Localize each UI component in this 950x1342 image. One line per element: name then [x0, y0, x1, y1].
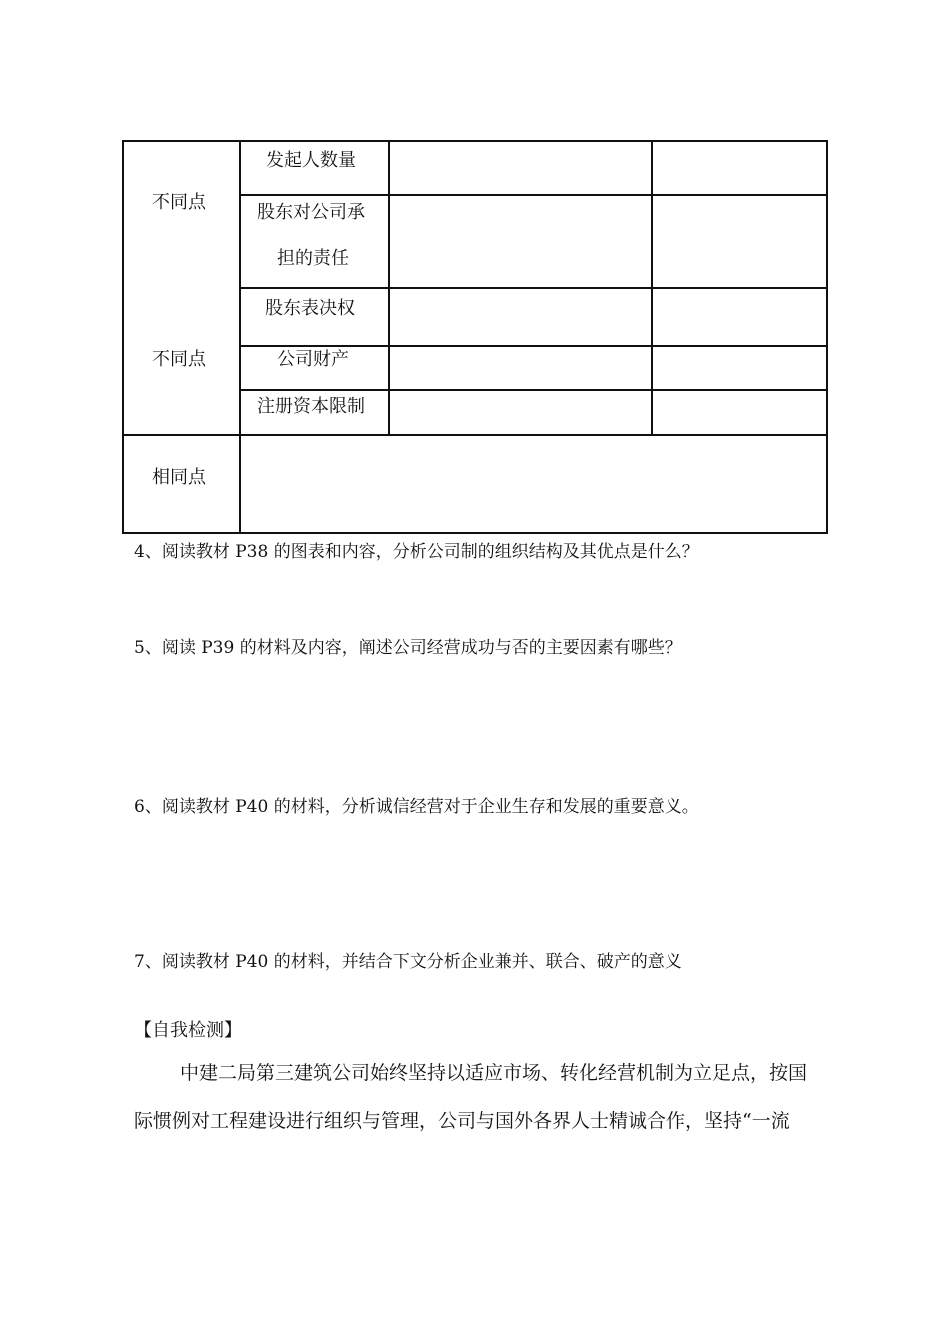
row-label-liability-line1: 股东对公司承 — [257, 202, 365, 223]
row-label-capital: 注册资本限制 — [257, 396, 365, 417]
comparison-table — [122, 140, 828, 534]
self-check-paragraph-line-2: 际惯例对工程建设进行组织与管理，公司与国外各界人士精诚合作，坚持“一流 — [134, 1110, 790, 1132]
table-border-right — [826, 140, 828, 534]
table-border-left — [122, 140, 124, 534]
question-7: 7、阅读教材 P40 的材料，并结合下文分析企业兼并、联合、破产的意义 — [134, 952, 682, 972]
table-row-divider-4 — [239, 389, 828, 391]
self-check-paragraph-line-1: 中建二局第三建筑公司始终坚持以适应市场、转化经营机制为立足点，按国 — [180, 1062, 808, 1084]
row-label-property: 公司财产 — [277, 349, 349, 370]
self-check-heading: 【自我检测】 — [134, 1020, 242, 1041]
row-label-liability-line2: 担的责任 — [277, 248, 349, 269]
group-label-different-1: 不同点 — [152, 192, 206, 213]
question-6: 6、阅读教材 P40 的材料，分析诚信经营对于企业生存和发展的重要意义。 — [134, 797, 699, 817]
table-border-top — [122, 140, 828, 142]
table-row-divider-1 — [239, 194, 828, 196]
table-row-divider-3 — [239, 345, 828, 347]
table-border-bottom — [122, 532, 828, 534]
table-col-divider-1 — [239, 140, 241, 534]
question-5: 5、阅读 P39 的材料及内容，阐述公司经营成功与否的主要因素有哪些？ — [134, 638, 682, 658]
row-label-voting: 股东表决权 — [265, 298, 355, 319]
question-4: 4、阅读教材 P38 的图表和内容，分析公司制的组织结构及其优点是什么？ — [134, 542, 699, 562]
table-row-divider-2 — [239, 287, 828, 289]
row-label-founders: 发起人数量 — [266, 150, 356, 171]
group-label-different-2: 不同点 — [152, 349, 206, 370]
table-row-divider-5 — [122, 434, 828, 436]
group-label-same: 相同点 — [152, 467, 206, 488]
